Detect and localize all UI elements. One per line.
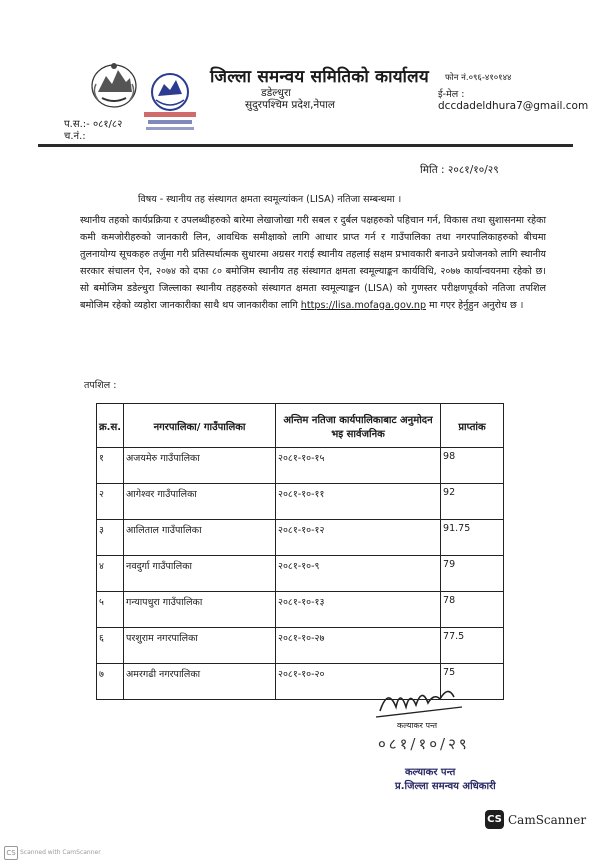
- org-title: जिल्ला समन्वय समितिको कार्यालय: [210, 67, 429, 87]
- details-label: तपशिल :: [84, 380, 117, 391]
- cell-date: २०८१-१०-१५: [276, 448, 441, 484]
- cell-score: 98: [441, 448, 504, 484]
- table-row: [97, 520, 504, 556]
- camscanner-small-icon: CS: [4, 846, 18, 860]
- cell-serial: ३: [97, 520, 124, 556]
- cell-serial: ७: [97, 664, 124, 700]
- cell-municipality: आलिताल गाउँपालिका: [124, 520, 276, 556]
- table-header-row: [97, 404, 504, 448]
- district-name: डडेल्धुरा: [261, 87, 291, 99]
- signer-name: कल्याकर पन्त: [397, 721, 438, 730]
- cell-score: 75: [441, 664, 504, 700]
- letter-body: [80, 213, 546, 314]
- cell-date: २०८१-१०-१३: [276, 592, 441, 628]
- dispatch-number: च.नं.:: [64, 131, 86, 142]
- email-address: dccdadeldhura7@gmail.com: [438, 100, 589, 112]
- province-name: सुदुरपश्चिम प्रदेश,नेपाल: [245, 99, 336, 111]
- table-row: [97, 592, 504, 628]
- cell-date: २०८१-१०-११: [276, 484, 441, 520]
- dcc-logo-icon: [140, 70, 202, 132]
- cell-serial: ४: [97, 556, 124, 592]
- header-serial: क्र.स.: [97, 404, 124, 448]
- table-row: [97, 556, 504, 592]
- cell-municipality: नवदुर्गा गाउँपालिका: [124, 556, 276, 592]
- camscanner-brand: CamScanner: [508, 813, 587, 827]
- cell-serial: २: [97, 484, 124, 520]
- cell-serial: १: [97, 448, 124, 484]
- cell-municipality: परशुराम नगरपालिका: [124, 628, 276, 664]
- cell-date: २०८१-१०-२७: [276, 628, 441, 664]
- letter-subject: विषय - स्थानीय तह संस्थागत क्षमता स्वमूल्यांकन (LISA) नतिजा सम्बन्धमा ।: [138, 194, 402, 205]
- header-municipality: नगरपालिका/ गाउँपालिका: [124, 404, 276, 448]
- phone-number: फोन नं.०९६-४१०१४४: [445, 73, 512, 83]
- cell-score: 77.5: [441, 628, 504, 664]
- table-row: [97, 628, 504, 664]
- nepal-emblem-icon: [88, 58, 140, 110]
- cell-municipality: अमरगढी नगरपालिका: [124, 664, 276, 700]
- cell-date: २०८१-१०-९: [276, 556, 441, 592]
- cell-municipality: आगेश्वर गाउँपालिका: [124, 484, 276, 520]
- cell-municipality: अजयमेरु गाउँपालिका: [124, 448, 276, 484]
- cell-score: 79: [441, 556, 504, 592]
- cell-score: 78: [441, 592, 504, 628]
- email-line: [438, 87, 595, 112]
- header-divider: [38, 144, 573, 147]
- cell-serial: ६: [97, 628, 124, 664]
- camscanner-logo-icon: CS: [485, 810, 504, 829]
- results-table: [96, 403, 504, 700]
- email-label: ई-मेल :: [438, 89, 465, 100]
- table-row: [97, 484, 504, 520]
- signer-stamp-name: कल्याकर पन्त: [405, 767, 456, 778]
- reference-number: प.स.:- ०८१/८२: [64, 119, 123, 130]
- camscanner-footer: Scanned with CamScanner: [20, 849, 101, 856]
- header-score: प्राप्तांक: [441, 404, 504, 448]
- body-closing: मा गएर हेर्नुहुन अनुरोध छ ।: [429, 299, 524, 311]
- cell-municipality: गन्यापधुरा गाउँपालिका: [124, 592, 276, 628]
- table-row: [97, 448, 504, 484]
- handwritten-number: ०८१/१०/२९: [378, 735, 470, 753]
- cell-serial: ५: [97, 592, 124, 628]
- signer-stamp-title: प्र.जिल्ला समन्वय अधिकारी: [395, 781, 496, 792]
- lisa-link[interactable]: https://lisa.mofaga.gov.np: [300, 299, 427, 311]
- cell-date: २०८१-१०-१२: [276, 520, 441, 556]
- cell-score: 91.75: [441, 520, 504, 556]
- cell-score: 92: [441, 484, 504, 520]
- signature-scribble: [370, 677, 470, 721]
- header-approval-date: अन्तिम नतिजा कार्यपालिकाबाट अनुमोदन भइ सार्वजनिक: [276, 404, 441, 448]
- cell-date: २०८१-१०-२०: [276, 664, 441, 700]
- body-paragraph: स्थानीय तहको कार्यप्रक्रिया र उपलब्धीहरुको बारेमा लेखाजोखा गरी सबल र दुर्बल पक्षहरुको पहिचान गर्न, विकास तथा सुशासनमा रहेका कमी कमजोरीहरुको जानकारी लिन, आवधिक समीक्षाको लागि आधार प्राप्त गर्न र गाउँपालिका तथा नगरपालिकाहरुको बीचमा तुलनायोग्य सूचकहरु तर्जुमा गरी प्रतिस्पर्धात्मक सुधारमा अग्रसर गराई स्थानीय तहलाई सक्षम प्रभावकारी बनाउने प्रयोजनको लागि स्थानीय सरकार संचालन ऐन, २०७४ को दफा ८० बमोजिम स्थानीय तह संस्थागत क्षमता स्वमूल्याङ्कन कार्यविधि, २०७७ कार्यान्वयनमा रहेको छ। सो बमोजिम डडेल्धुरा जिल्लाका स्थानीय तहहरुको संस्थागत क्षमता स्वमूल्याङ्कन (LISA) को गुणस्तर परीक्षणपूर्वको नतिजा तपशिल बमोजिम रहेको व्यहोरा जानकारीका साथै थप जानकारीका लागि: [80, 215, 546, 311]
- letter-date: मिति : २०८१/१०/२९: [420, 164, 499, 176]
